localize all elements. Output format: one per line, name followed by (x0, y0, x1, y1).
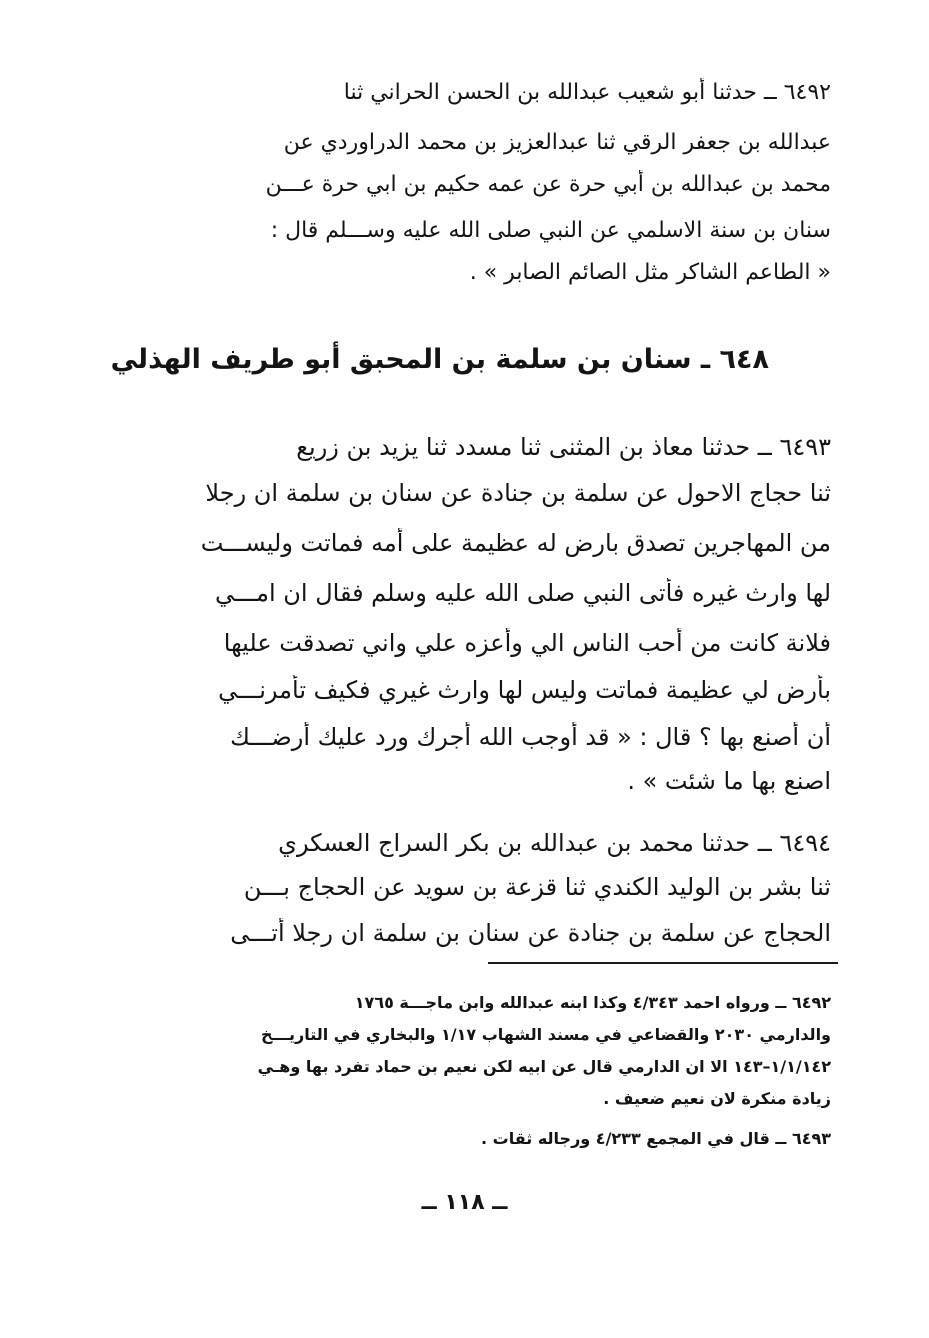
footnote-line-3: ١/١/١٤٢–١٤٣ الا ان الدارمي قال عن ابيه لكن نعيم بن حماد تفرد بها وهـي (257, 1057, 831, 1076)
hadith-6493-line-6: بأرض لي عظيمة فماتت وليس لها وارث غيري فكيف تأمرنـــي (218, 676, 831, 704)
footnote-line-4: زيادة منكرة لان نعيم ضعيف . (603, 1089, 831, 1108)
footnote-line-2: والدارمي ٢٠٣٠ والقضاعي في مسند الشهاب ١/١٧ والبخاري في التاريـــخ (261, 1025, 831, 1044)
hadith-6494-line-2: ثنا بشر بن الوليد الكندي ثنا قزعة بن سويد عن الحجاج بـــن (243, 873, 831, 901)
hadith-6492-line-4: سنان بن سنة الاسلمي عن النبي صلى الله عليه وســـلم قال : (270, 218, 831, 243)
hadith-6494-line-1: ٦٤٩٤ ــ حدثنا محمد بن عبدالله بن بكر السراج العسكري (278, 829, 831, 857)
hadith-6493-line-4: لها وارث غيره فأتى النبي صلى الله عليه وسلم فقال ان امـــي (215, 579, 831, 607)
footnote-separator (488, 962, 838, 964)
footnote-line-5: ٦٤٩٣ ــ قال في المجمع ٤/٢٣٣ ورجاله ثقات . (480, 1129, 831, 1148)
hadith-6493-line-5: فلانة كانت من أحب الناس الي وأعزه علي واني تصدقت عليها (223, 629, 831, 657)
page-number: ــ ١١٨ ــ (421, 1190, 508, 1215)
hadith-6493-line-7: أن أصنع بها ؟ قال : « قد أوجب الله أجرك ورد عليك أرضـــك (230, 723, 831, 751)
hadith-6492-line-1: ٦٤٩٢ ــ حدثنا أبو شعيب عبدالله بن الحسن الحراني ثنا (343, 80, 831, 105)
hadith-6492-line-5: « الطاعم الشاكر مثل الصائم الصابر » . (469, 260, 831, 285)
section-heading: ٦٤٨ ـ سنان بن سلمة بن المحبق أبو طريف الهذلي (110, 344, 769, 375)
footnote-line-1: ٦٤٩٢ ــ ورواه احمد ٤/٣٤٣ وكذا ابنه عبدالله وابن ماجـــة ١٧٦٥ (354, 993, 831, 1012)
hadith-6494-line-3: الحجاج عن سلمة بن جنادة عن سنان بن سلمة ان رجلا أتـــى (230, 919, 831, 947)
hadith-6493-line-1: ٦٤٩٣ ــ حدثنا معاذ بن المثنى ثنا مسدد ثنا يزيد بن زريع (296, 433, 831, 461)
hadith-6492-line-2: عبدالله بن جعفر الرقي ثنا عبدالعزيز بن محمد الدراوردي عن (283, 130, 831, 155)
hadith-6493-line-8: اصنع بها ما شئت » . (627, 767, 831, 795)
hadith-6493-line-3: من المهاجرين تصدق بارض له عظيمة على أمه فماتت وليســـت (200, 529, 831, 557)
hadith-6492-line-3: محمد بن عبدالله بن أبي حرة عن عمه حكيم بن ابي حرة عـــن (265, 172, 831, 197)
hadith-6493-line-2: ثنا حجاج الاحول عن سلمة بن جنادة عن سنان بن سلمة ان رجلا (205, 479, 831, 507)
